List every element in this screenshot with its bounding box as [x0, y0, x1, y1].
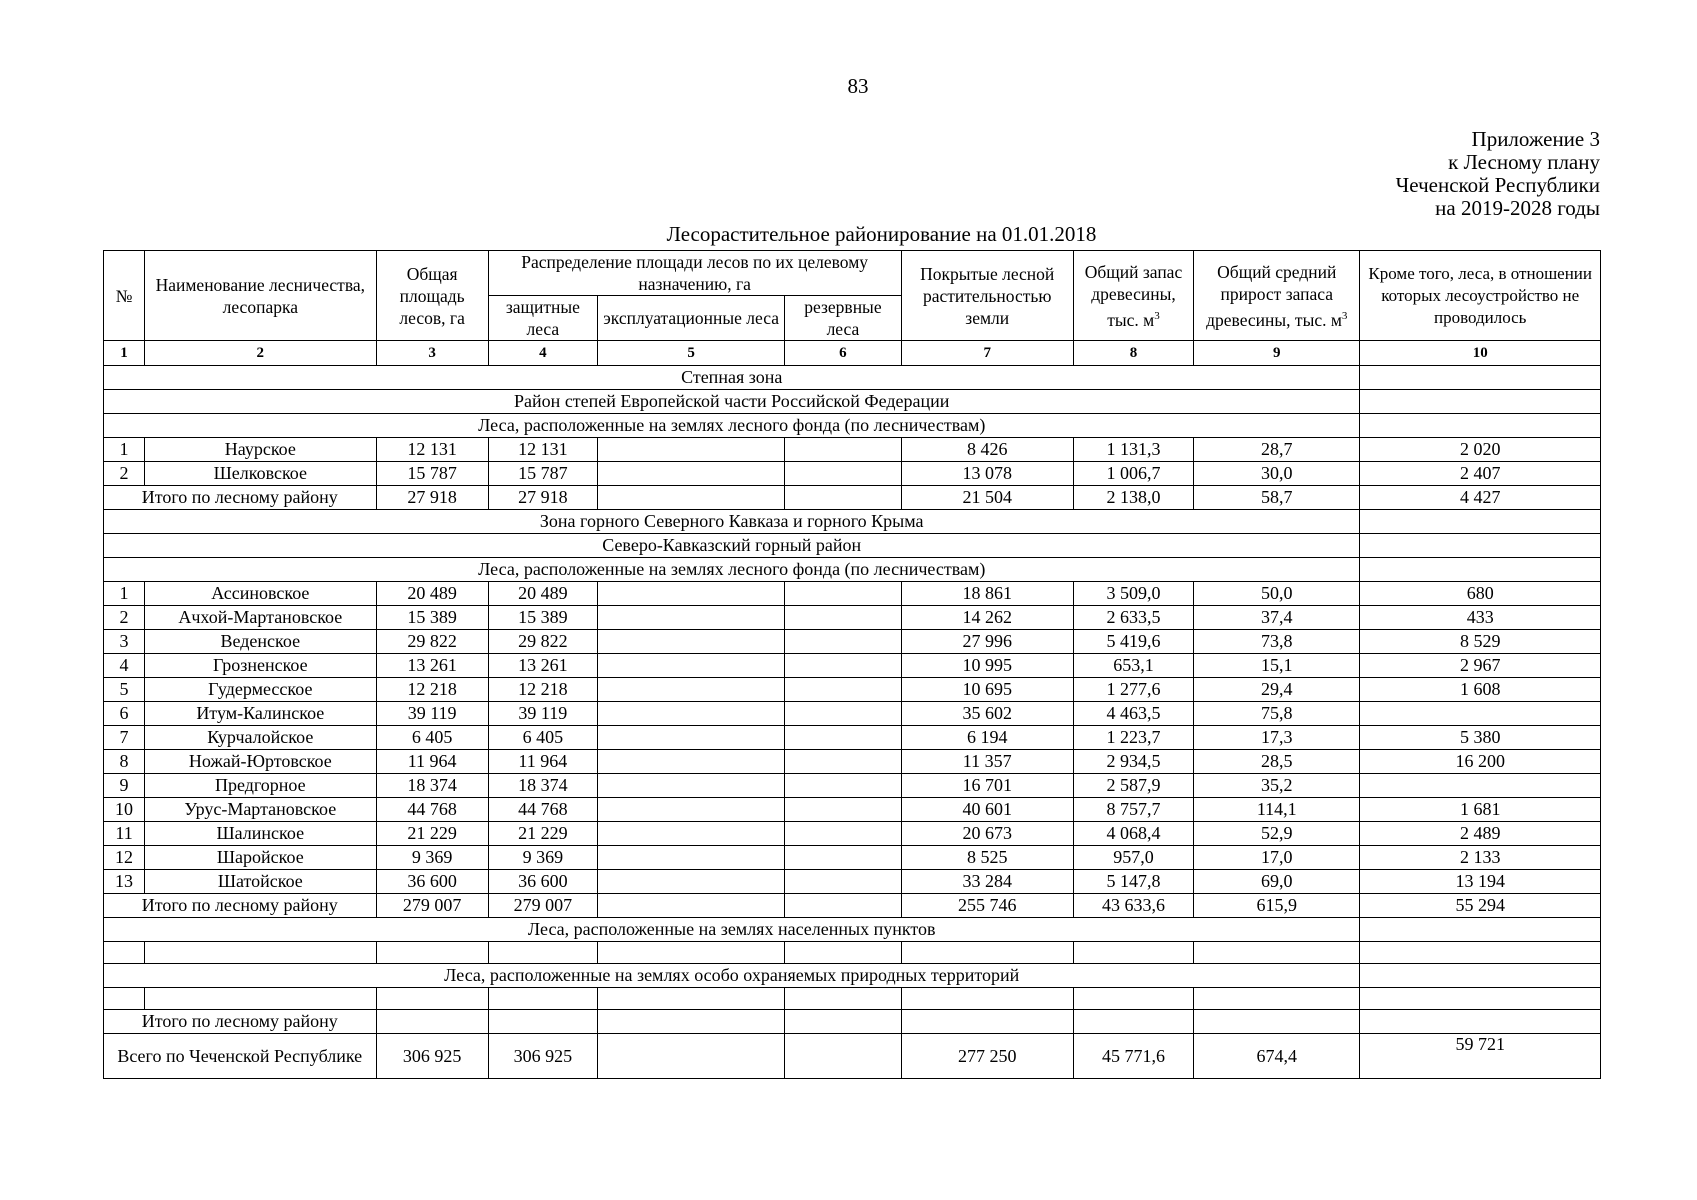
total-area-cell: 13 261	[376, 654, 488, 678]
section-label: Леса, расположенные на землях лесного фонда (по лесничествам)	[104, 558, 1360, 582]
row-number-cell: 1	[104, 582, 145, 606]
page-number: 83	[847, 74, 869, 98]
growth-cell: 58,7	[1194, 486, 1360, 510]
table-row	[104, 654, 1601, 678]
reserve-cell	[785, 894, 901, 918]
empty-row	[104, 988, 1601, 1010]
exploitation-cell	[597, 678, 784, 702]
header-stock	[1073, 251, 1193, 341]
reserve-cell	[785, 630, 901, 654]
exploitation-cell	[597, 1034, 784, 1079]
growth-cell: 75,8	[1194, 702, 1360, 726]
protective-cell: 306 925	[488, 1034, 597, 1079]
forestry-name-cell: Итум-Калинское	[145, 702, 376, 726]
exploitation-cell	[597, 726, 784, 750]
growth-cell: 30,0	[1194, 462, 1360, 486]
table-cell	[488, 1010, 597, 1034]
forestry-name-cell: Шатойское	[145, 870, 376, 894]
section-row	[104, 366, 1601, 390]
exploitation-cell	[597, 774, 784, 798]
table-row	[104, 750, 1601, 774]
stock-cell: 957,0	[1073, 846, 1193, 870]
forestry-name-cell: Наурское	[145, 438, 376, 462]
total-area-cell: 15 389	[376, 606, 488, 630]
growth-cell: 50,0	[1194, 582, 1360, 606]
table-cell	[104, 988, 145, 1010]
exploitation-cell	[597, 654, 784, 678]
table-cell	[901, 1010, 1073, 1034]
row-number-cell: 12	[104, 846, 145, 870]
reserve-cell	[785, 438, 901, 462]
covered-cell: 27 996	[901, 630, 1073, 654]
table-body	[104, 366, 1601, 1079]
section-row	[104, 964, 1601, 988]
exploitation-cell	[597, 870, 784, 894]
section-label: Степная зона	[104, 366, 1360, 390]
table-row	[104, 798, 1601, 822]
total-area-cell: 27 918	[376, 486, 488, 510]
reserve-cell	[785, 1034, 901, 1079]
table-cell	[901, 988, 1073, 1010]
total-area-cell: 279 007	[376, 894, 488, 918]
other-cell: 16 200	[1360, 750, 1601, 774]
column-number: 3	[376, 341, 488, 366]
row-number-cell: 5	[104, 678, 145, 702]
table-cell	[1194, 988, 1360, 1010]
growth-cell: 114,1	[1194, 798, 1360, 822]
covered-cell: 35 602	[901, 702, 1073, 726]
stock-cell: 1 006,7	[1073, 462, 1193, 486]
exploitation-cell	[597, 486, 784, 510]
table-row	[104, 702, 1601, 726]
growth-cell: 73,8	[1194, 630, 1360, 654]
forestry-name-cell: Ножай-Юртовское	[145, 750, 376, 774]
protective-cell: 44 768	[488, 798, 597, 822]
table-row	[104, 438, 1601, 462]
reserve-cell	[785, 846, 901, 870]
total-row	[104, 894, 1601, 918]
grand-total-label-cell: Всего по Чеченской Республике	[104, 1034, 377, 1079]
forest-zoning-table	[103, 250, 1601, 1079]
section-row	[104, 390, 1601, 414]
protective-cell: 21 229	[488, 822, 597, 846]
appendix-line: Чеченской Республики	[1395, 173, 1600, 197]
other-cell: 2 133	[1360, 846, 1601, 870]
header-growth-sup: 3	[1341, 309, 1348, 322]
table-cell	[104, 942, 145, 964]
protective-cell: 279 007	[488, 894, 597, 918]
stock-cell: 5 419,6	[1073, 630, 1193, 654]
covered-cell: 8 426	[901, 438, 1073, 462]
header-exploitation: эксплуатационные леса	[597, 296, 784, 341]
table-cell	[597, 1010, 784, 1034]
protective-cell: 13 261	[488, 654, 597, 678]
protective-cell: 12 218	[488, 678, 597, 702]
table-cell	[1073, 988, 1193, 1010]
section-label: Леса, расположенные на землях населенных пунктов	[104, 918, 1360, 942]
table-cell	[145, 988, 376, 1010]
column-number: 9	[1194, 341, 1360, 366]
other-cell: 680	[1360, 582, 1601, 606]
other-cell: 8 529	[1360, 630, 1601, 654]
exploitation-cell	[597, 582, 784, 606]
growth-cell: 37,4	[1194, 606, 1360, 630]
stock-cell: 2 587,9	[1073, 774, 1193, 798]
row-number-cell: 2	[104, 606, 145, 630]
reserve-cell	[785, 678, 901, 702]
other-cell: 2 020	[1360, 438, 1601, 462]
total-label-cell: Итого по лесному району	[104, 894, 377, 918]
covered-cell: 277 250	[901, 1034, 1073, 1079]
covered-cell: 40 601	[901, 798, 1073, 822]
other-cell: 4 427	[1360, 486, 1601, 510]
row-number-cell: 10	[104, 798, 145, 822]
other-cell: 2 967	[1360, 654, 1601, 678]
row-number-cell: 6	[104, 702, 145, 726]
header-stock-label: Общий запас древесины, тыс. м	[1084, 261, 1183, 330]
column-number: 5	[597, 341, 784, 366]
header-protective: защитные леса	[488, 296, 597, 341]
exploitation-cell	[597, 750, 784, 774]
forestry-name-cell: Веденское	[145, 630, 376, 654]
other-cell: 433	[1360, 606, 1601, 630]
table-cell	[597, 988, 784, 1010]
other-cell	[1360, 702, 1601, 726]
appendix-line: на 2019-2028 годы	[1435, 196, 1600, 220]
exploitation-cell	[597, 894, 784, 918]
header-covered: Покрытые лесной растительностью земли	[901, 251, 1073, 341]
table-row	[104, 606, 1601, 630]
table-row	[104, 822, 1601, 846]
total-area-cell: 39 119	[376, 702, 488, 726]
forestry-name-cell: Шелковское	[145, 462, 376, 486]
growth-cell: 28,7	[1194, 438, 1360, 462]
appendix-line: к Лесному плану	[1448, 150, 1600, 174]
other-cell: 5 380	[1360, 726, 1601, 750]
table-cell	[1194, 942, 1360, 964]
table-row	[104, 630, 1601, 654]
total-row	[104, 486, 1601, 510]
total-area-cell: 11 964	[376, 750, 488, 774]
total-area-cell: 9 369	[376, 846, 488, 870]
section-label: Леса, расположенные на землях особо охраняемых природных территорий	[104, 964, 1360, 988]
stock-cell: 8 757,7	[1073, 798, 1193, 822]
protective-cell: 12 131	[488, 438, 597, 462]
table-cell	[1360, 510, 1601, 534]
table-cell	[1073, 942, 1193, 964]
other-cell: 2 489	[1360, 822, 1601, 846]
reserve-cell	[785, 606, 901, 630]
table-title: Лесорастительное районирование на 01.01.2018	[666, 222, 1097, 246]
forestry-name-cell: Предгорное	[145, 774, 376, 798]
row-number-cell: 1	[104, 438, 145, 462]
appendix-line: Приложение 3	[1471, 127, 1600, 151]
section-label: Леса, расположенные на землях лесного фонда (по лесничествам)	[104, 414, 1360, 438]
table-cell	[1360, 558, 1601, 582]
table-cell	[376, 1010, 488, 1034]
covered-cell: 8 525	[901, 846, 1073, 870]
growth-cell: 17,0	[1194, 846, 1360, 870]
reserve-cell	[785, 774, 901, 798]
table-cell	[1194, 1010, 1360, 1034]
column-number: 10	[1360, 341, 1601, 366]
protective-cell: 36 600	[488, 870, 597, 894]
covered-cell: 21 504	[901, 486, 1073, 510]
table-cell	[1360, 534, 1601, 558]
other-cell: 59 721	[1360, 1034, 1601, 1079]
total-area-cell: 15 787	[376, 462, 488, 486]
growth-cell: 29,4	[1194, 678, 1360, 702]
reserve-cell	[785, 582, 901, 606]
total-area-cell: 12 218	[376, 678, 488, 702]
table-row	[104, 678, 1601, 702]
header-growth-label: Общий средний прирост запаса древесины, тыс. м	[1206, 261, 1342, 330]
reserve-cell	[785, 822, 901, 846]
reserve-cell	[785, 750, 901, 774]
other-cell: 1 681	[1360, 798, 1601, 822]
table-cell	[785, 942, 901, 964]
table-cell	[1360, 942, 1601, 964]
table-row	[104, 870, 1601, 894]
section-label: Северо-Кавказский горный район	[104, 534, 1360, 558]
reserve-cell	[785, 462, 901, 486]
table-row	[104, 774, 1601, 798]
total-area-cell: 36 600	[376, 870, 488, 894]
protective-cell: 6 405	[488, 726, 597, 750]
empty-row	[104, 942, 1601, 964]
protective-cell: 15 389	[488, 606, 597, 630]
other-cell: 2 407	[1360, 462, 1601, 486]
growth-cell: 52,9	[1194, 822, 1360, 846]
growth-cell: 28,5	[1194, 750, 1360, 774]
other-cell	[1360, 774, 1601, 798]
stock-cell: 1 277,6	[1073, 678, 1193, 702]
forestry-name-cell: Ачхой-Мартановское	[145, 606, 376, 630]
table-cell	[785, 1010, 901, 1034]
reserve-cell	[785, 870, 901, 894]
reserve-cell	[785, 702, 901, 726]
other-cell: 1 608	[1360, 678, 1601, 702]
total-area-cell: 29 822	[376, 630, 488, 654]
table-cell	[1360, 366, 1601, 390]
row-number-cell: 8	[104, 750, 145, 774]
table-cell	[1360, 414, 1601, 438]
covered-cell: 10 695	[901, 678, 1073, 702]
growth-cell: 615,9	[1194, 894, 1360, 918]
total-area-cell: 306 925	[376, 1034, 488, 1079]
total-area-cell: 21 229	[376, 822, 488, 846]
growth-cell: 15,1	[1194, 654, 1360, 678]
table-cell	[488, 942, 597, 964]
reserve-cell	[785, 486, 901, 510]
header-name: Наименование лесничества, лесопарка	[145, 251, 376, 341]
covered-cell: 255 746	[901, 894, 1073, 918]
column-number-row	[104, 341, 1601, 366]
covered-cell: 18 861	[901, 582, 1073, 606]
total-area-cell: 20 489	[376, 582, 488, 606]
forestry-name-cell: Шалинское	[145, 822, 376, 846]
reserve-cell	[785, 726, 901, 750]
column-number: 7	[901, 341, 1073, 366]
exploitation-cell	[597, 798, 784, 822]
covered-cell: 14 262	[901, 606, 1073, 630]
table-cell	[1360, 988, 1601, 1010]
appendix-note	[1396, 128, 1600, 220]
table-row	[104, 726, 1601, 750]
exploitation-cell	[597, 702, 784, 726]
table-cell	[488, 988, 597, 1010]
table-row	[104, 582, 1601, 606]
header-stock-sup: 3	[1154, 309, 1160, 322]
row-number-cell: 11	[104, 822, 145, 846]
table-cell	[1360, 1010, 1601, 1034]
column-number: 6	[785, 341, 901, 366]
table-cell	[376, 942, 488, 964]
covered-cell: 33 284	[901, 870, 1073, 894]
protective-cell: 39 119	[488, 702, 597, 726]
forestry-name-cell: Курчалойское	[145, 726, 376, 750]
protective-cell: 27 918	[488, 486, 597, 510]
protective-cell: 20 489	[488, 582, 597, 606]
protective-cell: 29 822	[488, 630, 597, 654]
reserve-cell	[785, 654, 901, 678]
section-label: Район степей Европейской части Российской Федерации	[104, 390, 1360, 414]
exploitation-cell	[597, 822, 784, 846]
growth-cell: 17,3	[1194, 726, 1360, 750]
table-row	[104, 462, 1601, 486]
table-cell	[1360, 964, 1601, 988]
covered-cell: 13 078	[901, 462, 1073, 486]
header-reserve: резервные леса	[785, 296, 901, 341]
table-cell	[901, 942, 1073, 964]
covered-cell: 20 673	[901, 822, 1073, 846]
row-number-cell: 3	[104, 630, 145, 654]
column-number: 4	[488, 341, 597, 366]
table-cell	[785, 988, 901, 1010]
header-total-area: Общая площадь лесов, га	[376, 251, 488, 341]
growth-cell: 674,4	[1194, 1034, 1360, 1079]
exploitation-cell	[597, 630, 784, 654]
protective-cell: 9 369	[488, 846, 597, 870]
table-cell	[145, 942, 376, 964]
total-row	[104, 1010, 1601, 1034]
total-label-cell: Итого по лесному району	[104, 1010, 377, 1034]
stock-cell: 2 934,5	[1073, 750, 1193, 774]
table-cell	[1360, 390, 1601, 414]
exploitation-cell	[597, 846, 784, 870]
total-area-cell: 12 131	[376, 438, 488, 462]
protective-cell: 11 964	[488, 750, 597, 774]
header-row	[104, 251, 1601, 296]
exploitation-cell	[597, 462, 784, 486]
stock-cell: 4 463,5	[1073, 702, 1193, 726]
stock-cell: 2 633,5	[1073, 606, 1193, 630]
other-cell: 13 194	[1360, 870, 1601, 894]
growth-cell: 69,0	[1194, 870, 1360, 894]
row-number-cell: 2	[104, 462, 145, 486]
stock-cell: 653,1	[1073, 654, 1193, 678]
section-row	[104, 558, 1601, 582]
stock-cell: 3 509,0	[1073, 582, 1193, 606]
section-row	[104, 918, 1601, 942]
row-number-cell: 13	[104, 870, 145, 894]
exploitation-cell	[597, 606, 784, 630]
column-number: 2	[145, 341, 376, 366]
table-row	[104, 846, 1601, 870]
section-row	[104, 510, 1601, 534]
forestry-name-cell: Грозненское	[145, 654, 376, 678]
covered-cell: 16 701	[901, 774, 1073, 798]
stock-cell: 43 633,6	[1073, 894, 1193, 918]
stock-cell: 2 138,0	[1073, 486, 1193, 510]
row-number-cell: 4	[104, 654, 145, 678]
total-area-cell: 44 768	[376, 798, 488, 822]
header-growth	[1194, 251, 1360, 341]
exploitation-cell	[597, 438, 784, 462]
header-distribution: Распределение площади лесов по их целевому назначению, га	[488, 251, 901, 296]
covered-cell: 10 995	[901, 654, 1073, 678]
section-label: Зона горного Северного Кавказа и горного Крыма	[104, 510, 1360, 534]
stock-cell: 4 068,4	[1073, 822, 1193, 846]
header-no: №	[104, 251, 145, 341]
other-cell: 55 294	[1360, 894, 1601, 918]
table-cell	[1360, 918, 1601, 942]
stock-cell: 1 131,3	[1073, 438, 1193, 462]
forestry-name-cell: Шаройское	[145, 846, 376, 870]
stock-cell: 5 147,8	[1073, 870, 1193, 894]
forestry-name-cell: Ассиновское	[145, 582, 376, 606]
table-cell	[1073, 1010, 1193, 1034]
section-row	[104, 534, 1601, 558]
column-number: 1	[104, 341, 145, 366]
total-label-cell: Итого по лесному району	[104, 486, 377, 510]
protective-cell: 15 787	[488, 462, 597, 486]
growth-cell: 35,2	[1194, 774, 1360, 798]
header-other: Кроме того, леса, в отношении которых лесоустройство не проводилось	[1360, 251, 1601, 341]
covered-cell: 6 194	[901, 726, 1073, 750]
total-area-cell: 6 405	[376, 726, 488, 750]
covered-cell: 11 357	[901, 750, 1073, 774]
total-area-cell: 18 374	[376, 774, 488, 798]
grand-total-row	[104, 1034, 1601, 1079]
column-number: 8	[1073, 341, 1193, 366]
stock-cell: 45 771,6	[1073, 1034, 1193, 1079]
forestry-name-cell: Урус-Мартановское	[145, 798, 376, 822]
reserve-cell	[785, 798, 901, 822]
forestry-name-cell: Гудермесское	[145, 678, 376, 702]
table-cell	[376, 988, 488, 1010]
protective-cell: 18 374	[488, 774, 597, 798]
table-cell	[597, 942, 784, 964]
row-number-cell: 9	[104, 774, 145, 798]
stock-cell: 1 223,7	[1073, 726, 1193, 750]
row-number-cell: 7	[104, 726, 145, 750]
section-row	[104, 414, 1601, 438]
